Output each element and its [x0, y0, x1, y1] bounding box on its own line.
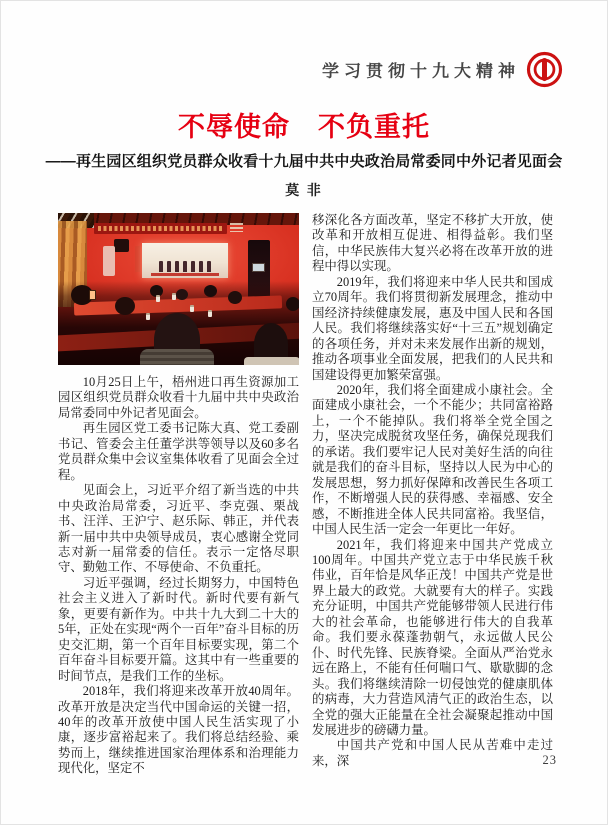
right-column — [312, 213, 553, 777]
photo-water-bottle — [172, 293, 176, 300]
photo-wall-speaker — [114, 239, 129, 252]
photo-banner-side-text — [230, 223, 243, 232]
photo-water-bottle — [146, 313, 150, 320]
photo-phone-screen — [89, 290, 96, 300]
left-column-text — [58, 375, 299, 777]
photo-audience-head — [204, 285, 217, 297]
photo-water-bottle — [190, 305, 194, 312]
photo-audience-head — [176, 289, 188, 300]
union-emblem-icon — [526, 51, 563, 88]
left-column — [58, 213, 299, 777]
body-paragraph: 见面会上，习近平介绍了新当选的中共中央政治局常委，习近平、李克强、栗战书、汪洋、王沪宁、赵乐际、韩正，并代表新一届中共中央领导成员，衷心感谢全党同志对新一届常委的信任。表示一定恪尽职守、勤勉工作、不辱使命、不负重托。 — [58, 483, 299, 575]
photo-banner-text-marks — [98, 226, 222, 231]
photo-audience-head — [228, 291, 242, 304]
body-paragraph: 2018年，我们将迎来改革开放40周年。改革开放是决定当代中国命运的关键一招，40年的改革开放使中国人民生活实现了小康，逐步富裕起来了。我们将总结经验、乘势而上，继续推进国家治理体系和治理能力现代化，坚定不 — [58, 684, 299, 776]
photo-projection-screen — [142, 243, 228, 278]
body-paragraph: 2019年，我们将迎来中华人民共和国成立70周年。我们将贯彻新发展理念，推动中国经济持续健康发展，惠及中国人民和各国人民。我们将继续落实好“十三五”规划确定的各项任务，并对未来发展作出新的规划，推动各项事业全面发展，把我们的人民共和国建设得更加繁荣富强。 — [312, 274, 553, 382]
body-paragraph: 再生园区党工委书记陈大真、党工委副书记、管委会主任董学洪等领导以及60多名党员群众集中会议室集体收看了见面会全过程。 — [58, 421, 299, 482]
body-paragraph: 移深化各方面改革，坚定不移扩大开放，使改革和开放相互促进、相得益彰。我们坚信，中华民族伟大复兴必将在改革开放的进程中得以实现。 — [312, 213, 553, 274]
meeting-room-photo — [58, 213, 299, 365]
body-paragraph: 中国共产党和中国人民从苦难中走过来，深 — [312, 738, 553, 768]
photo-foreground-shoulders — [140, 349, 214, 365]
article-title: 不辱使命 不负重托 — [178, 112, 430, 142]
article-author: 莫 非 — [285, 184, 323, 199]
right-column-text — [312, 213, 553, 769]
photo-audience-head — [286, 297, 299, 311]
body-paragraph: 2020年，我们将全面建成小康社会。全面建成小康社会，一个不能少；共同富裕路上，一个不能掉队。我们将举全党全国之力，坚决完成脱贫攻坚任务，确保兑现我们的承诺。我们要牢记人民对美好生活的向往就是我们的奋斗目标，坚持以人民为中心的发展思想，努力抓好保障和改善民生各项工作，不断增强人民的获得感、幸福感、安全感，不断推进全体人民共同富裕。我坚信，中国人民生活一定会一年更比一年好。 — [312, 382, 553, 537]
body-paragraph: 10月25日上午，梧州进口再生资源加工园区组织党员群众收看十九届中共中央政治局常委同中外记者见面会。 — [58, 375, 299, 420]
header-slogan: 学习贯彻十九大精神 — [322, 62, 520, 82]
photo-audience-head — [115, 297, 135, 315]
page-number: 23 — [542, 753, 557, 767]
photo-standing-leaders — [159, 261, 211, 272]
photo-red-flag — [135, 246, 140, 273]
article-body — [58, 213, 553, 777]
page-header — [322, 51, 563, 88]
photo-banner — [94, 223, 227, 234]
body-paragraph: 2021年，我们将迎来中国共产党成立100周年。中国共产党立志于中华民族千秋伟业，百年恰是风华正茂！中国共产党是世界上最大的政党。大就要有大的样子。实践充分证明，中国共产党能够带领人民进行伟大的社会革命，也能够进行伟大的自我革命。我们要永葆蓬勃朝气，永远做人民公仆、时代先锋、民族脊梁。全面从严治党永远在路上，不能有任何喘口气、歇歇脚的念头。我们将继续清除一切侵蚀党的健康肌体的病毒，大力营造风清气正的政治生态，以全党的强大正能量在全社会凝聚起推动中国发展进步的磅礴力量。 — [312, 537, 553, 737]
photo-wall-cabinet — [103, 246, 115, 276]
photo-monitor — [252, 263, 265, 272]
photo-water-bottle — [208, 310, 212, 317]
photo-foreground-shoulders — [244, 357, 299, 365]
photo-water-bottle — [156, 295, 160, 302]
body-paragraph: 习近平强调，经过长期努力，中国特色社会主义进入了新时代。新时代要有新气象，更要有新作为。中共十九大到二十大的5年，正处在实现“两个一百年”奋斗目标的历史交汇期，第一个百年目标要实现，第二个百年奋斗目标要开篇。这其中有一些重要的时间节点，是我们工作的坐标。 — [58, 575, 299, 683]
photo-screen-red-strip — [151, 273, 220, 276]
article-subtitle: ——再生园区组织党员群众收看十九届中共中央政治局常委同中外记者见面会 — [45, 153, 563, 170]
